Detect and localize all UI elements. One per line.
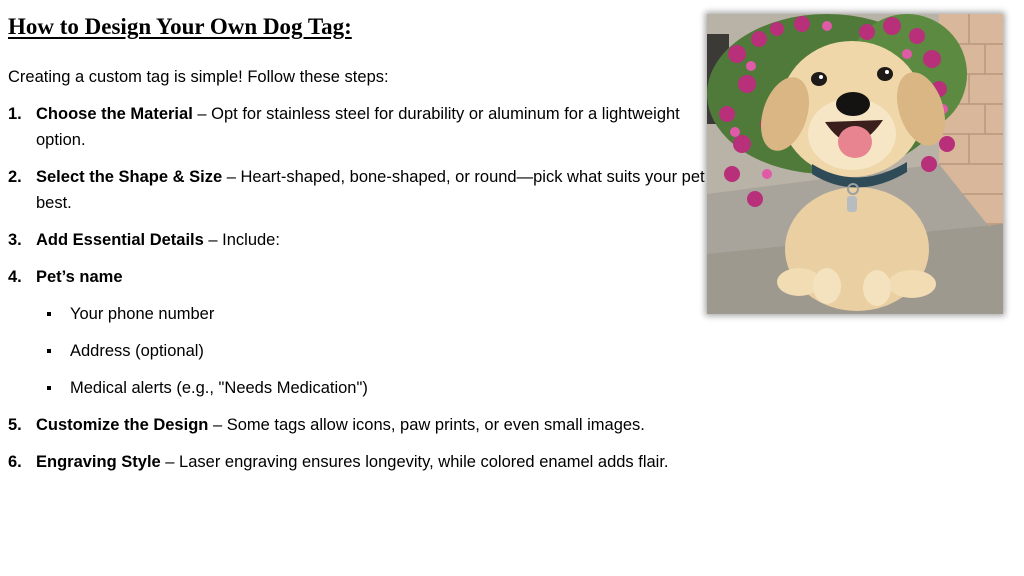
intro-text: Creating a custom tag is simple! Follow these steps: bbox=[8, 68, 389, 86]
step-item bbox=[8, 101, 708, 153]
step-heading: Customize the Design bbox=[36, 416, 209, 434]
step-description: – Laser engraving ensures longevity, while colored enamel adds flair. bbox=[160, 453, 669, 471]
step-item bbox=[8, 412, 708, 438]
step-heading: Pet’s name bbox=[36, 268, 123, 286]
sub-bullet-item bbox=[8, 301, 708, 327]
square-bullet-icon bbox=[47, 349, 51, 353]
step-number: 5. bbox=[8, 416, 22, 434]
step-heading: Engraving Style bbox=[36, 453, 161, 471]
square-bullet-icon bbox=[47, 386, 51, 390]
step-heading: Add Essential Details bbox=[36, 231, 204, 249]
step-description: – Opt for stainless steel for durability or aluminum for a lightweight option. bbox=[36, 105, 680, 149]
step-number: 4. bbox=[8, 268, 22, 286]
step-item bbox=[8, 264, 708, 290]
page-title: How to Design Your Own Dog Tag: bbox=[8, 14, 352, 39]
step-number: 1. bbox=[8, 105, 22, 123]
steps-content bbox=[8, 64, 708, 486]
step-heading: Select the Shape & Size bbox=[36, 168, 223, 186]
step-description: – Heart-shaped, bone-shaped, or round—pick what suits your pet best. bbox=[36, 168, 705, 212]
step-item bbox=[8, 449, 708, 475]
step-item bbox=[8, 227, 708, 253]
step-number: 2. bbox=[8, 168, 22, 186]
sub-bullet-text: Your phone number bbox=[70, 305, 215, 323]
sub-bullet-text: Medical alerts (e.g., "Needs Medication") bbox=[70, 379, 368, 397]
sub-bullet-item bbox=[8, 338, 708, 364]
sub-bullet-item bbox=[8, 375, 708, 401]
step-item bbox=[8, 164, 708, 216]
step-description: – Some tags allow icons, paw prints, or even small images. bbox=[208, 416, 645, 434]
puppy-photo bbox=[707, 14, 1003, 314]
step-heading: Choose the Material bbox=[36, 105, 193, 123]
step-description: – Include: bbox=[203, 231, 280, 249]
sub-bullet-text: Address (optional) bbox=[70, 342, 204, 360]
step-number: 6. bbox=[8, 453, 22, 471]
step-number: 3. bbox=[8, 231, 22, 249]
square-bullet-icon bbox=[47, 312, 51, 316]
